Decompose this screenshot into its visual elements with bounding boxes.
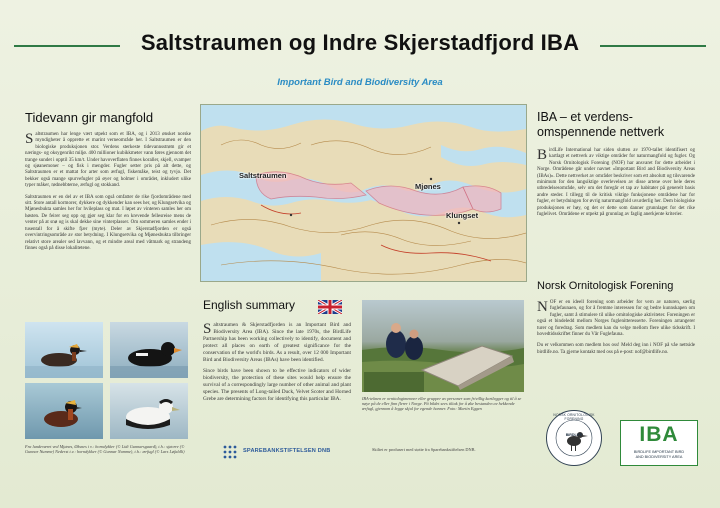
english-paragraph-1: Saltstraumen & Skjerstadfjorden is an Important Bird and Biodiversity Area (IBA). Since the late 1970s, the BirdLife Partnership has been working collectively to identify, document and protect all places on earth of greatest significance for the conservation of the world's birds. As a result, over 12 000 Important Bird and Biodiversity Areas (IBAs) have been identified.: [203, 321, 351, 363]
field-photo-scene: [362, 300, 524, 392]
bird-photo-eider: [110, 383, 188, 439]
heading-tidevann: Tidevann gir mangfold: [25, 110, 154, 125]
left-paragraph-1: Saltstraumen har lenge vært utpekt som et IBA, og i 2013 ønsket norske myndigheter å opprette et marint verneområde her. I Saltstraumen er den biologiske produksjonen stor. Verdens sterkeste tidevannsstrøm gir et nærings- og oksygenrikt miljø. 400 millioner kubikkmeter vann føres gjennom det trange sundet i opptil 35 km/t. Under havoverflaten finnes koraller, skjell, svamper og sjøanemoner – og fisk i mengder. Fugler setter pris på alt dette, og Saltstraumen er et mattat for arter som ærfugl, fiskemåke, teist og tyvjo. Det bekker også mange spurvefugler på øyer og holmer i området, inkludert ulike typer måker, rødnebbterne, ærfugl og stokkand.: [25, 131, 191, 189]
sparebank-name: SPAREBANKSTIFTELSEN DNB: [243, 448, 331, 454]
bird-photos-caption: Fra lundeværet ved Mjønes, Øksnes i v.: horndykker (© Lidi Gunnarsgaard), t.h.: sjøorre (© Gunnar Numme) Nederst t.v.: horndykker (© Gunnar Numme), t.h.: ærfugl (© Lars Løfaldli): [25, 444, 185, 455]
sparebank-logo-icon: [222, 444, 238, 460]
english-dropcap: S: [203, 321, 212, 337]
horned-grebe-icon: [25, 322, 103, 378]
nof-logo-ring-text: NORSK ORNITOLOGISK FORENING: [553, 413, 595, 421]
horned-grebe-2-icon: [25, 383, 103, 439]
left-paragraph-2: Saltstraumen er en del av et IBA som også omfatter de rike fjordområdene med sitt. Store antall kormorer, dykkere og dykkender kan sees her, og Klungsetvika og Mjønesbukta samles her for hvileplass og mat. I løpet av vinteren samles her om høsten. De feirer seg opp og gjør seg klar for en krevende fellesreise mens de venter på at snø og is skal dekke sine vinterplasser. Om sommeren samles ender i tusentall for å skifte fjær (myte). Deler av Skjerstadfjorden er også overvintringsområde av stor betydning. I Klungsetvika og Mjønesbukta tilbringer relativt store arealer sed lavvann, og et mindre areal med våtmark og strandeng finnes også på disse lokalitetene.: [25, 194, 191, 251]
nof-dropcap: N: [537, 299, 548, 315]
iba-logo: [620, 420, 698, 466]
nof-paragraph-1: NOF er en ideell forening som arbeider for vern av naturen, særlig fuglefaunaen, og for å fremme interessen for og bedre kunnskapen om fugler, samt å stimulere til ulike ornitologiske aktiviteter. Foreningen er også et bindeledd mellom Norges fuglenitteresserte. Foreningen arrangerer turer og foredrag. Som medlem kan du velge mellom flere ulike tidsskrift. I hovedtidsskriftet finner du Vår Fuglefauna.: [537, 299, 695, 338]
iba-map: [200, 104, 527, 282]
eider-icon: [110, 383, 188, 439]
page-title: Saltstraumen og Indre Skjerstadfjord IBA: [140, 30, 580, 55]
page-subtitle: Important Bird and Biodiversity Area: [277, 77, 443, 88]
iba-logo-caption: BIRDLIFE IMPORTANT BIRD AND BIODIVERSITY AREA: [633, 450, 685, 459]
map-graphic: [201, 105, 526, 281]
nof-paragraph-2: Du er velkommen som medlem hos oss! Meld deg inn i NOF på våe nettside birdlife.no. Ta gjerne kontakt med oss på e-post: nof@birdlife.no.: [537, 343, 695, 355]
nof-logo: [546, 410, 602, 466]
iba-text-column: [537, 148, 695, 223]
map-label-saltstraumen: Saltstraumen: [239, 171, 287, 180]
field-photo: [362, 300, 524, 392]
nof-text-column: [537, 300, 695, 361]
map-label-klungset: Klungset: [446, 211, 479, 220]
english-text-column: [203, 322, 351, 408]
heading-iba-network: IBA – et verdens- omspennende nettverk: [537, 110, 665, 139]
left-dropcap: S: [25, 131, 34, 147]
bird-photo-velvet-scoter: [110, 322, 188, 378]
iba-logo-wordmark: IBA: [639, 423, 679, 446]
velvet-scoter-icon: [110, 322, 188, 378]
uk-flag-icon: [318, 300, 342, 314]
heading-nof: Norsk Ornitologisk Forening: [537, 280, 674, 292]
nof-logo-center-text: BIRDLIFE: [565, 433, 583, 437]
sparebank-note: Skiltet er produsert med støtte fra Sparebankstiftelsen DNB.: [372, 447, 476, 452]
iba-dropcap: B: [537, 147, 548, 163]
map-label-mjones: Mjønes: [415, 182, 441, 191]
iba-paragraph: BirdLife International har siden slutten av 1970-tallet identifisert og kartlagt et nettverk av viktige områder for naturmangfold og fugler. Og Norsk Ornitologisk Forening (NOF) har ansvaret for dette arbeidet i Norge. Områdene går under navnet «Important Bird and Biodiversity Areas (IBAs)». Dette nettverket av områder beskriver som ett absolutt og tilsvarende minimum for den langsiktige overlevelsen av disse artene over hele deres utbredelsesområde, selv om det foregår et tap av habitater på generelt basis andre steder. I tillegg til de kritisk viktige funksjonene områdene har for fugler, er betydningen for øvrig naturmangfold uvurderlig her. Dem biologiske produksjonen er høy, og det er dette som danner grunnlaget for det rike fuglelivet. Områdene er utpekt på grunnlag av faglig anerkjente kriterier.: [537, 147, 695, 218]
heading-english-summary: English summary: [203, 298, 296, 312]
left-text-column: [25, 132, 191, 257]
bird-photo-horned-grebe: [25, 322, 103, 378]
english-paragraph-2: Since birds have been shown to be effective indicators of wider biodiversity, the protection of these sites would help ensure the survival of a correspondingly large number of other animal and plant species. The presents of Long-tailed Duck, Velvet Scoter and Horned Grebe are determining factors for identifying this particular IBA.: [203, 368, 351, 403]
bird-photo-grebe-2: [25, 383, 103, 439]
field-photo-caption: IBA-teknen er ornitologimenner eller grupper av personer som frivillig kartlegger og til å se nøye på de eller finn flerer i Norge. På bildet sees tiltak for å øke bestanden av hekkende ærfugl, gjennom å legge skjul for egende hanner. Foto: Martin Eggen: [362, 396, 522, 412]
